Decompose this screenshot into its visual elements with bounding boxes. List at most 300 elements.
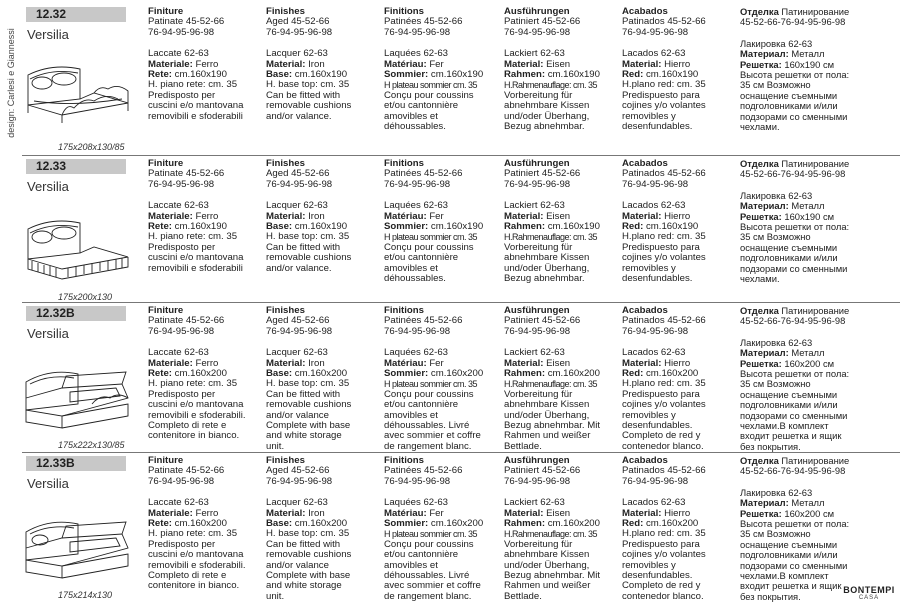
spec-line: H. base top: cm. 35 (266, 79, 350, 91)
spec-line: 35 см Возможно (740, 528, 811, 540)
finish-col-it (148, 159, 243, 274)
finish-codes: 76-94-95-96-98 (504, 325, 571, 337)
spec-line: H.plano red: cm. 35 (622, 79, 706, 91)
finish-line: Patiniert 45-52-66 (504, 168, 581, 180)
spec-line: Material: Eisen (504, 507, 571, 519)
finish-col-de (504, 456, 600, 602)
spec-line: Base: cm.160x200 (266, 518, 348, 530)
spec-line: removibles y (622, 559, 676, 571)
spec-line: abnehmbare Kissen (504, 100, 590, 112)
spec-line: 35 см Возможно (740, 79, 811, 91)
spec-line: amovibles et (384, 262, 438, 274)
spec-line: чехлами.В комплект (740, 420, 829, 432)
spec-line: Laccate 62-63 (148, 48, 209, 60)
spec-line: removibili e sfoderabili. (148, 409, 246, 421)
spec-line: removable cushions (266, 100, 352, 112)
finish-col-en (266, 159, 351, 274)
spec-line: Отделка Патинирование (740, 455, 850, 466)
spec-line: 45-52-66-76-94-95-96-98 (740, 16, 846, 28)
spec-line: H plateau sommier cm. 35 (384, 529, 478, 540)
storage-bed-with-skirt-icon (22, 508, 134, 580)
product-row (22, 452, 900, 610)
col-heading: Acabados (622, 6, 668, 17)
spec-line: 45-52-66-76-94-95-96-98 (740, 315, 846, 327)
col-heading: Finiture (148, 305, 184, 316)
storage-bed-with-footboard-icon (22, 358, 134, 430)
spec-line: unit. (266, 590, 285, 602)
spec-line: cojines y/o volantes (622, 100, 706, 112)
spec-line: et/ou cantonnière (384, 252, 459, 264)
finish-col-ru (740, 306, 900, 452)
finish-codes: 76-94-95-96-98 (384, 325, 451, 337)
spec-line: 35 см Возможно (740, 231, 811, 243)
spec-line: Lacados 62-63 (622, 200, 686, 212)
spec-line: Material: Iron (266, 357, 325, 369)
finish-line: Patinées 45-52-66 (384, 16, 463, 28)
finish-line: Patinados 45-52-66 (622, 465, 706, 477)
spec-line: abnehmbare Kissen (504, 252, 590, 264)
spec-line: Completo de red y (622, 580, 701, 592)
finish-codes: 76-94-95-96-98 (622, 475, 689, 487)
finish-line: Patiniert 45-52-66 (504, 315, 581, 327)
spec-line: and white storage (266, 430, 342, 442)
col-heading: Ausführungen (504, 305, 570, 316)
col-heading: Ausführungen (504, 6, 570, 17)
spec-line: H. piano rete: cm. 35 (148, 378, 238, 390)
finish-codes: 76-94-95-96-98 (148, 475, 215, 487)
finish-line: Patiniert 45-52-66 (504, 465, 581, 477)
spec-line: Rete: cm.160x200 (148, 518, 227, 530)
finish-col-ru (740, 159, 900, 284)
finish-codes: 76-94-95-96-98 (148, 26, 215, 38)
spec-line: Высота решетки от пола: (740, 368, 850, 380)
spec-line: H.Rahmenauflage: cm. 35 (504, 529, 598, 540)
col-heading: Finiture (148, 158, 184, 169)
spec-line: removibles y (622, 409, 676, 421)
spec-line: Lacquer 62-63 (266, 200, 328, 212)
finish-codes: 76-94-95-96-98 (504, 178, 571, 190)
spec-line: Материал: Металл (740, 347, 825, 359)
spec-line: Lacados 62-63 (622, 48, 686, 60)
finish-line: Patinate 45-52-66 (148, 168, 225, 180)
col-heading: Finitions (384, 455, 424, 466)
col-heading: Ausführungen (504, 455, 570, 466)
spec-line: Materiale: Ferro (148, 210, 219, 222)
finish-col-de (504, 7, 600, 132)
col-heading: Finishes (266, 455, 305, 466)
spec-line: Predisposto per (148, 388, 216, 400)
spec-line: avec sommier et coffre (384, 430, 481, 442)
finish-line: Patinate 45-52-66 (148, 465, 225, 477)
finish-line: Aged 45-52-66 (266, 315, 330, 327)
spec-line: Matériau: Fer (384, 357, 444, 369)
spec-line: Laquées 62-63 (384, 48, 449, 60)
product-name: Versilia (27, 179, 69, 194)
spec-line: Material: Hierro (622, 58, 691, 70)
spec-line: cuscini e/o mantovana (148, 100, 244, 112)
spec-line: 45-52-66-76-94-95-96-98 (740, 465, 846, 477)
spec-line: подзорами со сменными (740, 409, 848, 421)
spec-line: Rahmen und weißer (504, 430, 591, 442)
spec-line: Bettlade. (504, 590, 542, 602)
spec-line: déhoussables. (384, 121, 446, 133)
spec-line: оснащение съемными (740, 241, 838, 253)
spec-line: подголовниками и/или (740, 549, 838, 561)
finish-col-en (266, 306, 351, 452)
finish-col-it (148, 7, 243, 122)
spec-line: Predispuesto para (622, 89, 700, 101)
finish-codes: 76-94-95-96-98 (148, 325, 215, 337)
spec-line: Conçu pour coussins (384, 538, 474, 550)
brand-sub: CASA (858, 595, 880, 601)
spec-line: und/oder Überhang, (504, 409, 590, 421)
dimensions: 175x214x130 (58, 590, 113, 600)
spec-line: Material: Hierro (622, 210, 691, 222)
spec-line: cuscini e/o mantovana (148, 399, 244, 411)
spec-line: входит решетка и ящик (740, 580, 842, 592)
spec-line: avec sommier et coffre (384, 580, 481, 592)
finish-line: Patinées 45-52-66 (384, 168, 463, 180)
spec-line: Lacados 62-63 (622, 497, 686, 509)
spec-line: Высота решетки от пола: (740, 221, 850, 233)
finish-codes: 76-94-95-96-98 (148, 178, 215, 190)
col-heading: Finitions (384, 305, 424, 316)
spec-line: Решетка: 160x190 см (740, 210, 835, 222)
spec-line: H plateau sommier cm. 35 (384, 232, 478, 243)
finish-line: Patinate 45-52-66 (148, 315, 225, 327)
finish-col-it (148, 456, 246, 592)
spec-line: Лакировка 62-63 (740, 189, 813, 201)
spec-line: подзорами со сменными (740, 110, 848, 122)
spec-line: Material: Hierro (622, 507, 691, 519)
spec-line: Laquées 62-63 (384, 497, 449, 509)
spec-line: Bezug abnehmbar. (504, 121, 585, 133)
spec-line: H plateau sommier cm. 35 (384, 80, 478, 91)
col-heading: Finishes (266, 305, 305, 316)
spec-line: Can be fitted with (266, 388, 341, 400)
spec-line: Base: cm.160x190 (266, 221, 348, 233)
finish-col-es (622, 159, 706, 284)
finish-line: Aged 45-52-66 (266, 168, 330, 180)
spec-line: H. base top: cm. 35 (266, 378, 350, 390)
spec-line: cuscini e/o mantovana (148, 549, 244, 561)
finish-col-en (266, 7, 351, 122)
spec-line: Решетка: 160x200 см (740, 357, 835, 369)
spec-line: contenedor blanco. (622, 590, 704, 602)
spec-line: cuscini e/o mantovana (148, 252, 244, 264)
spec-line: Matériau: Fer (384, 58, 444, 70)
spec-line: and/or valance (266, 559, 329, 571)
finish-col-en (266, 456, 351, 602)
finish-line: Patinées 45-52-66 (384, 465, 463, 477)
finish-line: Patinados 45-52-66 (622, 315, 706, 327)
finish-codes: 76-94-95-96-98 (622, 325, 689, 337)
spec-line: Conçu pour coussins (384, 241, 474, 253)
spec-line: Material: Hierro (622, 357, 691, 369)
product-row (22, 302, 900, 452)
col-heading: Acabados (622, 455, 668, 466)
col-heading: Finishes (266, 158, 305, 169)
spec-line: H plateau sommier cm. 35 (384, 379, 478, 390)
spec-line: Lackiert 62-63 (504, 347, 565, 359)
spec-line: und/oder Überhang, (504, 559, 590, 571)
spec-line: H.Rahmenauflage: cm. 35 (504, 80, 598, 91)
spec-line: H. piano rete: cm. 35 (148, 231, 238, 243)
product-code: 12.33 (26, 159, 126, 174)
brand-logo (842, 585, 896, 601)
spec-line: amovibles et (384, 110, 438, 122)
dimensions: 175x208x130/85 (58, 142, 125, 152)
spec-line: Matériau: Fer (384, 210, 444, 222)
finish-line: Patinados 45-52-66 (622, 168, 706, 180)
spec-line: contenedor blanco. (622, 440, 704, 452)
finish-col-de (504, 159, 600, 284)
spec-line: cojines y/o volantes (622, 399, 706, 411)
spec-line: Материал: Металл (740, 48, 825, 60)
spec-line: Lacquer 62-63 (266, 497, 328, 509)
finish-codes: 76-94-95-96-98 (384, 178, 451, 190)
spec-line: подзорами со сменными (740, 559, 848, 571)
product-code: 12.33B (26, 456, 126, 471)
dimensions: 175x222x130/85 (58, 440, 125, 450)
spec-line: déhoussables. Livré (384, 420, 470, 432)
spec-line: amovibles et (384, 409, 438, 421)
col-heading: Acabados (622, 158, 668, 169)
finish-col-fr (384, 456, 483, 602)
spec-line: cojines y/o volantes (622, 252, 706, 264)
spec-line: Material: Iron (266, 58, 325, 70)
spec-line: Rete: cm.160x200 (148, 368, 227, 380)
spec-line: Laquées 62-63 (384, 347, 449, 359)
spec-line: Отделка Патинирование (740, 6, 850, 17)
spec-line: Complete with base (266, 420, 351, 432)
finish-col-ru (740, 7, 900, 132)
finish-codes: 76-94-95-96-98 (622, 26, 689, 38)
product-row (22, 155, 900, 303)
spec-line: Red: cm.160x190 (622, 69, 699, 81)
spec-line: Predisposto per (148, 241, 216, 253)
finish-codes: 76-94-95-96-98 (384, 26, 451, 38)
spec-line: cojines y/o volantes (622, 549, 706, 561)
spec-line: Sommier: cm.160x200 (384, 368, 484, 380)
spec-line: Лакировка 62-63 (740, 486, 813, 498)
spec-line: Vorbereitung für (504, 241, 573, 253)
spec-line: Sommier: cm.160x190 (384, 221, 484, 233)
spec-line: оснащение съемными (740, 89, 838, 101)
finish-line: Patinées 45-52-66 (384, 315, 463, 327)
spec-line: de rangement blanc. (384, 440, 472, 452)
finish-col-es (622, 306, 706, 452)
spec-line: Laccate 62-63 (148, 497, 209, 509)
spec-line: removable cushions (266, 399, 352, 411)
spec-line: Rahmen: cm.160x190 (504, 221, 600, 233)
spec-line: removibles y (622, 262, 676, 274)
spec-line: H.Rahmenauflage: cm. 35 (504, 232, 598, 243)
spec-line: Material: Iron (266, 507, 325, 519)
spec-line: H.Rahmenauflage: cm. 35 (504, 379, 598, 390)
spec-line: Решетка: 160x190 см (740, 58, 835, 70)
spec-line: removibles y (622, 110, 676, 122)
spec-line: Red: cm.160x200 (622, 368, 699, 380)
spec-line: Лакировка 62-63 (740, 37, 813, 49)
spec-line: Material: Eisen (504, 357, 571, 369)
col-heading: Finitions (384, 158, 424, 169)
spec-line: 45-52-66-76-94-95-96-98 (740, 168, 846, 180)
finish-line: Aged 45-52-66 (266, 465, 330, 477)
finish-codes: 76-94-95-96-98 (266, 26, 333, 38)
product-name: Versilia (27, 27, 69, 42)
spec-line: Lacados 62-63 (622, 347, 686, 359)
spec-line: Laquées 62-63 (384, 200, 449, 212)
dimensions: 175x200x130 (58, 292, 113, 302)
spec-line: Lackiert 62-63 (504, 48, 565, 60)
spec-line: Predisposto per (148, 89, 216, 101)
spec-line: подголовниками и/или (740, 100, 838, 112)
finish-col-ru (740, 456, 900, 602)
finish-line: Patinados 45-52-66 (622, 16, 706, 28)
spec-line: Vorbereitung für (504, 89, 573, 101)
product-name: Versilia (27, 476, 69, 491)
spec-line: H. piano rete: cm. 35 (148, 528, 238, 540)
spec-line: and/or valance. (266, 110, 332, 122)
finish-line: Patinate 45-52-66 (148, 16, 225, 28)
spec-line: Rahmen: cm.160x200 (504, 368, 600, 380)
spec-line: déhoussables. (384, 273, 446, 285)
spec-line: and/or valance. (266, 262, 332, 274)
spec-line: Bezug abnehmbar. Mit (504, 570, 600, 582)
spec-line: H.plano red: cm. 35 (622, 528, 706, 540)
col-heading: Finitions (384, 6, 424, 17)
spec-line: чехлами. (740, 273, 780, 285)
product-name: Versilia (27, 326, 69, 341)
col-heading: Ausführungen (504, 158, 570, 169)
spec-line: unit. (266, 440, 285, 452)
finish-col-fr (384, 306, 483, 452)
spec-line: Rete: cm.160x190 (148, 69, 227, 81)
col-heading: Finishes (266, 6, 305, 17)
spec-line: Vorbereitung für (504, 538, 573, 550)
finish-codes: 76-94-95-96-98 (266, 475, 333, 487)
spec-line: Lackiert 62-63 (504, 497, 565, 509)
spec-line: Bettlade. (504, 440, 542, 452)
spec-line: removibili e sfoderabili (148, 110, 243, 122)
col-heading: Acabados (622, 305, 668, 316)
finish-line: Patiniert 45-52-66 (504, 16, 581, 28)
product-row (22, 3, 900, 155)
spec-line: et/ou cantonnière (384, 399, 459, 411)
spec-line: removibili e sfoderabili. (148, 559, 246, 571)
spec-line: removable cushions (266, 549, 352, 561)
col-heading: Finiture (148, 455, 184, 466)
finish-col-es (622, 7, 706, 132)
spec-line: Materiale: Ferro (148, 58, 219, 70)
spec-line: Materiale: Ferro (148, 507, 219, 519)
spec-line: Can be fitted with (266, 538, 341, 550)
spec-line: Predispuesto para (622, 388, 700, 400)
spec-line: без покрытия. (740, 590, 801, 602)
spec-line: Lacquer 62-63 (266, 48, 328, 60)
spec-line: Material: Iron (266, 210, 325, 222)
spec-line: and white storage (266, 580, 342, 592)
spec-line: und/oder Überhang, (504, 110, 590, 122)
spec-line: Лакировка 62-63 (740, 336, 813, 348)
bed-with-footboard-icon (22, 53, 134, 125)
product-code: 12.32 (26, 7, 126, 22)
finish-codes: 76-94-95-96-98 (266, 325, 333, 337)
spec-line: Vorbereitung für (504, 388, 573, 400)
spec-line: Matériau: Fer (384, 507, 444, 519)
spec-line: Rahmen: cm.160x190 (504, 69, 600, 81)
spec-line: подголовниками и/или (740, 252, 838, 264)
spec-line: Laccate 62-63 (148, 200, 209, 212)
spec-line: Completo de red y (622, 430, 701, 442)
bed-with-skirt-icon (22, 209, 134, 281)
spec-line: 35 см Возможно (740, 378, 811, 390)
spec-line: оснащение съемными (740, 538, 838, 550)
spec-line: без покрытия. (740, 440, 801, 452)
col-heading: Finiture (148, 6, 184, 17)
spec-line: contenitore in bianco. (148, 430, 240, 442)
spec-line: Can be fitted with (266, 89, 341, 101)
spec-line: et/ou cantonnière (384, 549, 459, 561)
spec-line: abnehmbare Kissen (504, 549, 590, 561)
spec-line: Conçu pour coussins (384, 89, 474, 101)
spec-line: Laccate 62-63 (148, 347, 209, 359)
spec-line: et/ou cantonnière (384, 100, 459, 112)
spec-line: Отделка Патинирование (740, 158, 850, 169)
spec-line: removable cushions (266, 252, 352, 264)
spec-line: desenfundables. (622, 273, 693, 285)
spec-line: Base: cm.160x200 (266, 368, 348, 380)
spec-line: Lackiert 62-63 (504, 200, 565, 212)
spec-line: чехлами. (740, 121, 780, 133)
spec-line: desenfundables. (622, 570, 693, 582)
spec-line: de rangement blanc. (384, 590, 472, 602)
spec-line: H.plano red: cm. 35 (622, 378, 706, 390)
spec-line: Predisposto per (148, 538, 216, 550)
spec-line: оснащение съемными (740, 388, 838, 400)
spec-line: Conçu pour coussins (384, 388, 474, 400)
spec-line: desenfundables. (622, 420, 693, 432)
finish-col-es (622, 456, 706, 602)
finish-col-fr (384, 7, 483, 132)
spec-line: Sommier: cm.160x190 (384, 69, 484, 81)
spec-line: Bezug abnehmbar. Mit (504, 420, 600, 432)
spec-line: Bezug abnehmbar. (504, 273, 585, 285)
spec-line: Rahmen und weißer (504, 580, 591, 592)
finish-line: Aged 45-52-66 (266, 16, 330, 28)
spec-line: Complete with base (266, 570, 351, 582)
spec-line: abnehmbare Kissen (504, 399, 590, 411)
spec-line: Completo di rete e (148, 420, 227, 432)
spec-line: H. piano rete: cm. 35 (148, 79, 238, 91)
spec-line: Completo di rete e (148, 570, 227, 582)
spec-line: amovibles et (384, 559, 438, 571)
spec-line: desenfundables. (622, 121, 693, 133)
spec-line: Материал: Металл (740, 200, 825, 212)
spec-line: Отделка Патинирование (740, 305, 850, 316)
spec-line: contenitore in bianco. (148, 580, 240, 592)
spec-line: H. base top: cm. 35 (266, 231, 350, 243)
spec-line: Высота решетки от пола: (740, 518, 850, 530)
spec-line: Predispuesto para (622, 538, 700, 550)
spec-line: Решетка: 160x200 см (740, 507, 835, 519)
brand-name: BONTEMPI (843, 585, 895, 595)
spec-line: Can be fitted with (266, 241, 341, 253)
spec-line: подголовниками и/или (740, 399, 838, 411)
spec-line: déhoussables. Livré (384, 570, 470, 582)
spec-line: Rete: cm.160x190 (148, 221, 227, 233)
